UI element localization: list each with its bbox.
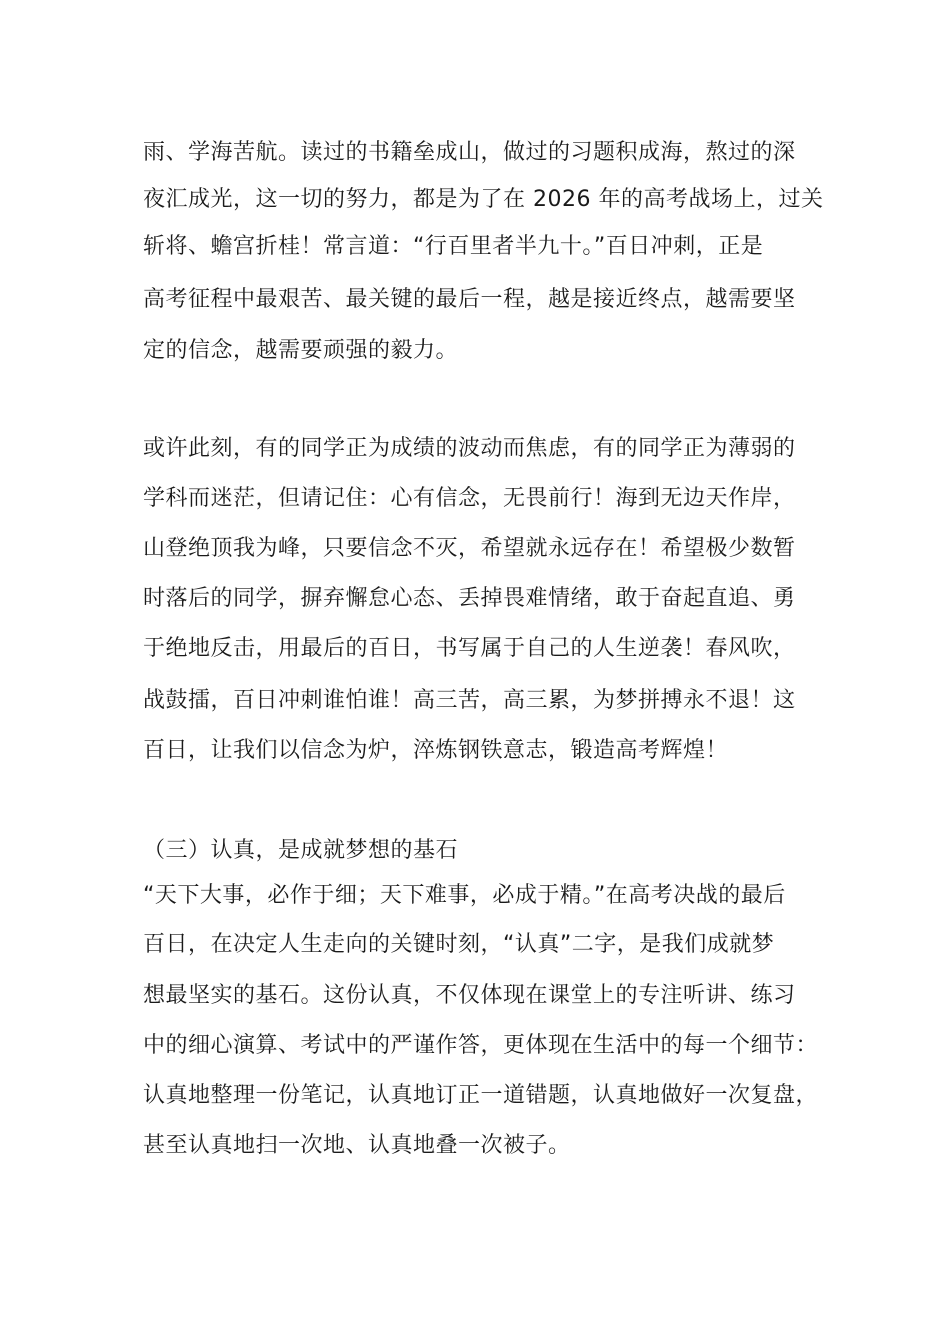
section-3-line-5: 认真地整理一份笔记，认真地订正一道错题，认真地做好一次复盘， — [143, 1083, 819, 1108]
paragraph-1-line-5: 定的信念，越需要顽强的毅力。 — [143, 338, 459, 363]
paragraph-2-line-7: 百日，让我们以信念为炉，淬炼钢铁意志，锻造高考辉煌！ — [143, 738, 729, 763]
section-3-line-2: 百日，在决定人生走向的关键时刻，“认真”二字，是我们成就梦 — [143, 932, 775, 957]
paragraph-1-line-2: 夜汇成光，这一切的努力，都是为了在 2026 年的高考战场上，过关 — [143, 187, 824, 212]
section-3-line-3: 想最坚实的基石。这份认真，不仅体现在课堂上的专注听讲、练习 — [143, 983, 796, 1008]
paragraph-1-line-4: 高考征程中最艰苦、最关键的最后一程，越是接近终点，越需要坚 — [143, 287, 796, 312]
section-3-line-4: 中的细心演算、考试中的严谨作答，更体现在生活中的每一个细节： — [143, 1033, 819, 1058]
paragraph-2-line-4: 时落后的同学，摒弃懈怠心态、丢掉畏难情绪，敢于奋起直追、勇 — [143, 586, 796, 611]
section-heading: （三）认真，是成就梦想的基石 — [143, 838, 459, 863]
paragraph-2-line-3: 山登绝顶我为峰，只要信念不灭，希望就永远存在！希望极少数暂 — [143, 536, 796, 561]
paragraph-2-line-2: 学科而迷茫，但请记住：心有信念，无畏前行！海到无边天作岸， — [143, 486, 796, 511]
paragraph-1-line-3: 斩将、蟾宫折桂！常言道：“行百里者半九十。”百日冲刺，正是 — [143, 234, 764, 259]
section-3-line-6: 甚至认真地扫一次地、认真地叠一次被子。 — [143, 1133, 571, 1158]
paragraph-2-line-1: 或许此刻，有的同学正为成绩的波动而焦虑，有的同学正为薄弱的 — [143, 436, 796, 461]
paragraph-1-line-1: 雨、学海苦航。读过的书籍垒成山，做过的习题积成海，熬过的深 — [143, 140, 796, 165]
paragraph-2-line-5: 于绝地反击，用最后的百日，书写属于自己的人生逆袭！春风吹， — [143, 636, 796, 661]
section-3-line-1: “天下大事，必作于细；天下难事，必成于精。”在高考决战的最后 — [143, 883, 786, 908]
paragraph-2-line-6: 战鼓擂，百日冲刺谁怕谁！高三苦，高三累，为梦拼搏永不退！这 — [143, 688, 796, 713]
